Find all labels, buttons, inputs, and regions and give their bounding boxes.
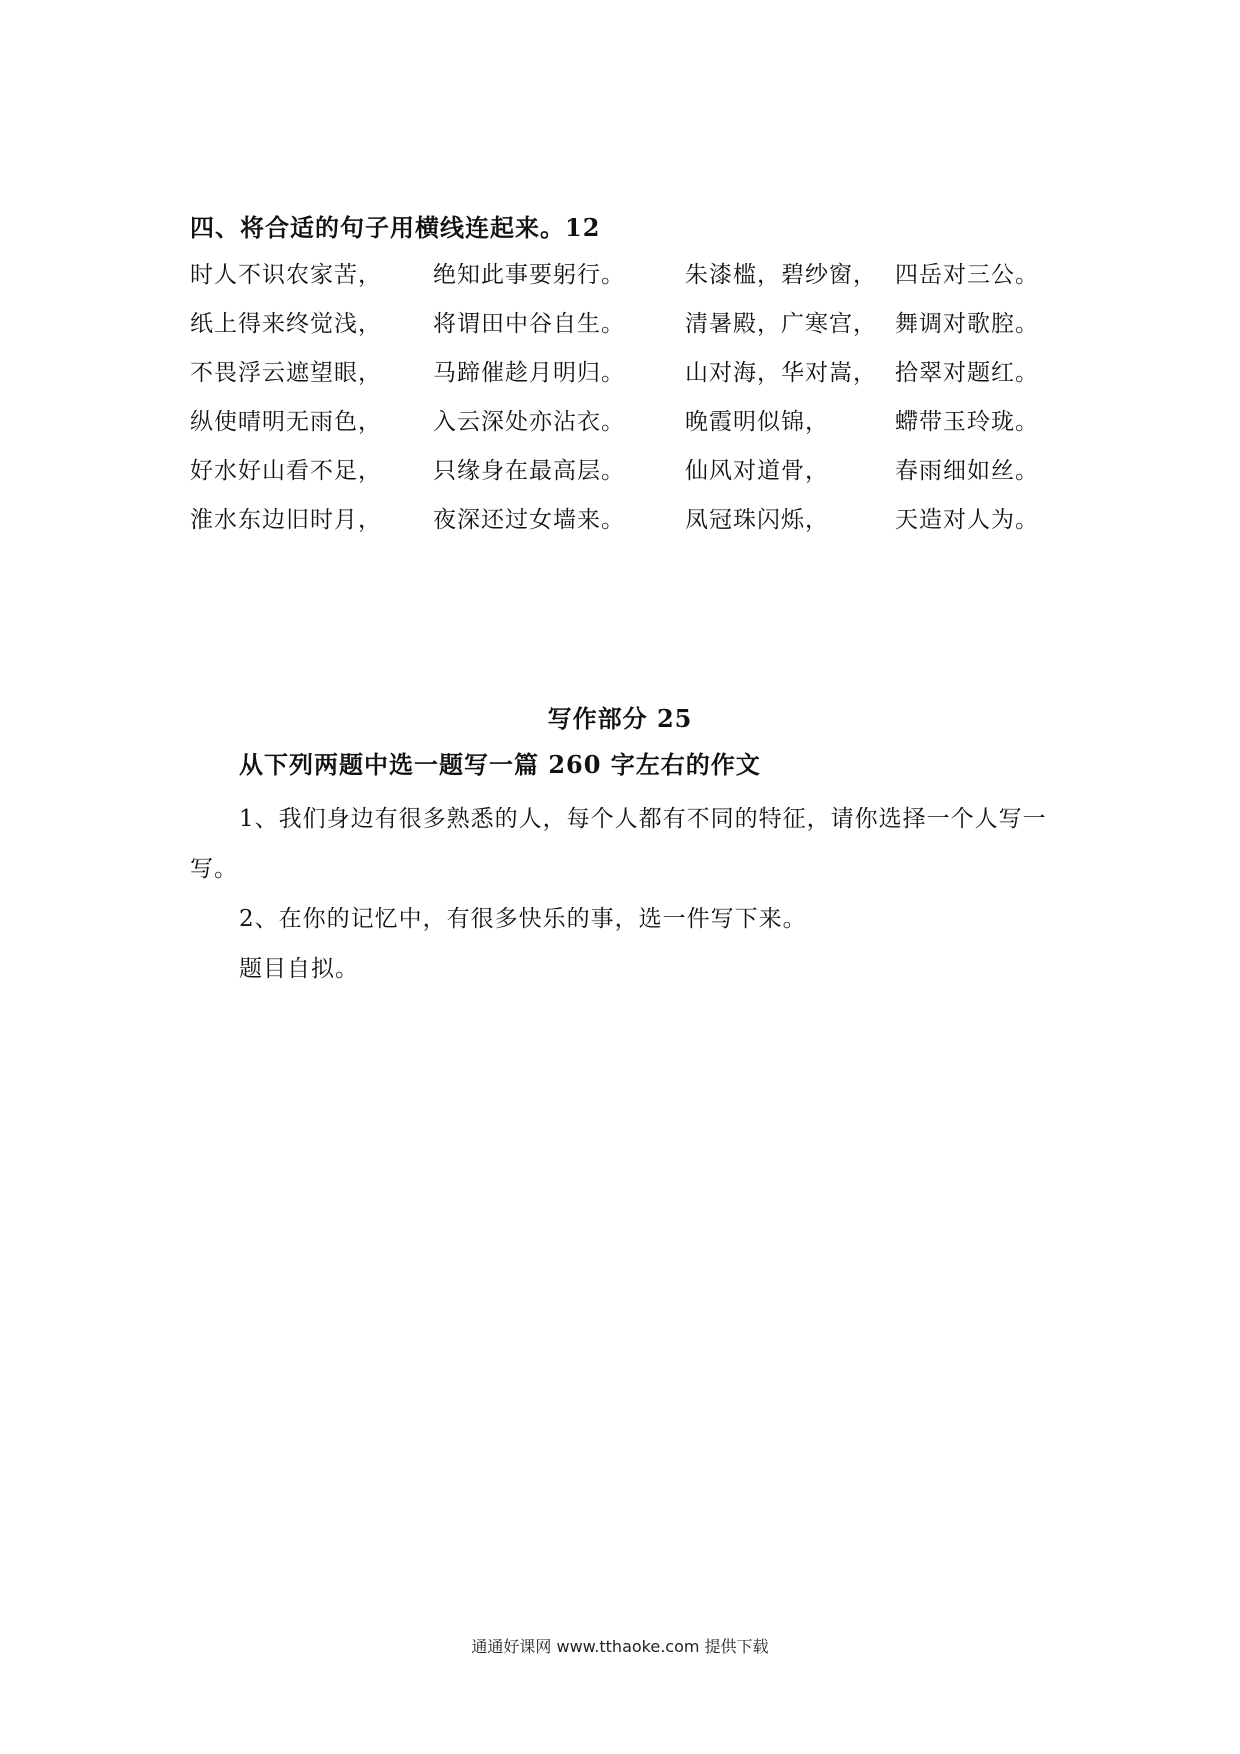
couplet-first-half: 朱漆槛，碧纱窗， [685, 262, 877, 288]
writing-instruction: 从下列两题中选一题写一篇 260 字左右的作文 [239, 750, 761, 779]
poem-line-first-half: 纸上得来终觉浅， [190, 311, 382, 337]
poem-line-second-half: 只缘身在最高层。 [433, 458, 625, 484]
couplet-first-half: 晚霞明似锦， [685, 409, 829, 435]
poem-line-second-half: 马蹄催趁月明归。 [433, 360, 625, 386]
couplet-second-half: 螮带玉玲珑。 [895, 409, 1039, 435]
poem-line-second-half: 夜深还过女墙来。 [433, 507, 625, 533]
poem-line-first-half: 不畏浮云遮望眼， [190, 360, 382, 386]
section-heading: 四、将合适的句子用横线连起来。12 [190, 213, 601, 242]
poem-line-first-half: 好水好山看不足， [190, 458, 382, 484]
couplet-first-half: 仙风对道骨， [685, 458, 829, 484]
matching-row [190, 256, 1070, 305]
couplet-second-half: 四岳对三公。 [895, 262, 1039, 288]
couplet-first-half: 清暑殿，广寒宫， [685, 311, 877, 337]
matching-row [190, 305, 1070, 354]
couplet-second-half: 舞调对歌腔。 [895, 311, 1039, 337]
footer-source-note: 通通好课网 www.tthaoke.com 提供下载 [471, 1637, 769, 1656]
poem-line-second-half: 将谓田中谷自生。 [433, 311, 625, 337]
poem-line-second-half: 入云深处亦沾衣。 [433, 409, 625, 435]
matching-row [190, 501, 1070, 550]
matching-row [190, 354, 1070, 403]
writing-section-title: 写作部分 25 [547, 704, 693, 733]
poem-line-second-half: 绝知此事要躬行。 [433, 262, 625, 288]
matching-row [190, 452, 1070, 501]
poem-line-first-half: 时人不识农家苦， [190, 262, 382, 288]
writing-prompts [190, 794, 1070, 994]
poem-line-first-half: 纵使晴明无雨色， [190, 409, 382, 435]
couplet-first-half: 山对海，华对嵩， [685, 360, 877, 386]
couplet-second-half: 春雨细如丝。 [895, 458, 1039, 484]
couplet-second-half: 天造对人为。 [895, 507, 1039, 533]
matching-row [190, 403, 1070, 452]
couplet-first-half: 凤冠珠闪烁， [685, 507, 829, 533]
poem-line-first-half: 淮水东边旧时月， [190, 507, 382, 533]
couplet-second-half: 拾翠对题红。 [895, 360, 1039, 386]
writing-prompt-2: 2、在你的记忆中，有很多快乐的事，选一件写下来。 [239, 906, 807, 932]
writing-prompt-1: 1、我们身边有很多熟悉的人，每个人都有不同的特征，请你选择一个人写一写。 [190, 806, 1047, 882]
matching-table [190, 256, 1070, 550]
writing-prompt-3: 题目自拟。 [239, 956, 359, 982]
